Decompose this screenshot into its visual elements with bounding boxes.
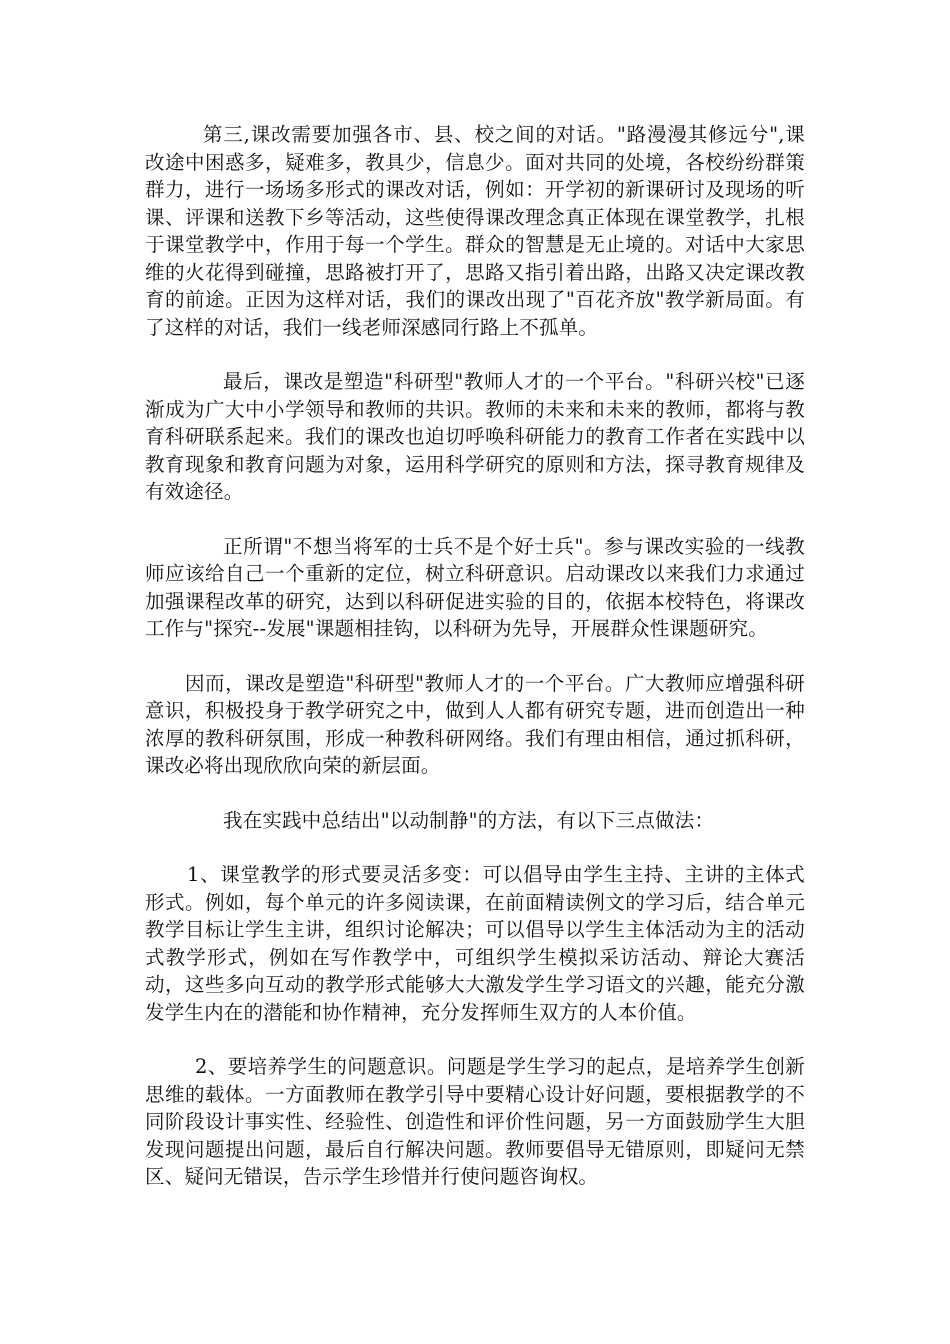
paragraph-soldier-quote: 正所谓"不想当将军的士兵不是个好士兵"。参与课改实验的一线教师应该给自己一个重新的定位，树立科研意识。启动课改以来我们力求通过加强课程改革的研究，达到以科研促进实验的目的，依据本校特色，将课改工作与"探究--发展"课题相挂钩，以科研为先导，开展群众性课题研究。 bbox=[145, 534, 805, 640]
document-body bbox=[145, 121, 805, 1218]
paragraph-point-1: 1、课堂教学的形式要灵活多变：可以倡导由学生主持、主讲的主体式形式。例如，每个单元的许多阅读课，在前面精读例文的学习后，结合单元教学目标让学生主讲，组织讨论解决；可以倡导以学生主体活动为主的活动式教学形式，例如在写作教学中，可组织学生模拟采访活动、辩论大赛活动，这些多向互动的教学形式能够大大激发学生学习语文的兴趣，能充分激发学生内在的潜能和协作精神，充分发挥师生双方的人本价值。 bbox=[145, 863, 805, 1024]
paragraph-method-intro: 我在实践中总结出"以动制静"的方法，有以下三点做法： bbox=[223, 808, 715, 832]
paragraph-point-2: 2、要培养学生的问题意识。问题是学生学习的起点，是培养学生创新思维的载体。一方面教师在教学引导中要精心设计好问题，要根据教学的不同阶段设计事实性、经验性、创造性和评价性问题，另一方面鼓励学生大胆发现问题提出问题，最后自行解决问题。教师要倡导无错原则，即疑问无禁区、疑问无错误，告示学生珍惜并行使问题咨询权。 bbox=[145, 1055, 805, 1188]
paragraph-dialogue: 第三,课改需要加强各市、县、校之间的对话。"路漫漫其修远兮",课改途中困惑多，疑难多，教具少，信息少。面对共同的处境，各校纷纷群策群力，进行一场场多形式的课改对话，例如：开学初的新课研讨及现场的听课、评课和送教下乡等活动，这些使得课改理念真正体现在课堂教学，扎根于课堂教学中，作用于每一个学生。群众的智慧是无止境的。对话中大家思维的火花得到碰撞，思路被打开了，思路又指引着出路，出路又决定课改教育的前途。正因为这样对话，我们的课改出现了"百花齐放"教学新局面。有了这样的对话，我们一线老师深感同行路上不孤单。 bbox=[145, 123, 805, 339]
paragraph-research-platform: 最后，课改是塑造"科研型"教师人才的一个平台。"科研兴校"已逐渐成为广大中小学领导和教师的共识。教师的未来和未来的教师，都将与教育科研联系起来。我们的课改也迫切呼唤科研能力的教育工作者在实践中以教育现象和教育问题为对象，运用科学研究的原则和方法，探寻教育规律及有效途径。 bbox=[145, 370, 805, 503]
paragraph-conclusion: 因而，课改是塑造"科研型"教师人才的一个平台。广大教师应增强科研意识，积极投身于教学研究之中，做到人人都有研究专题，进而创造出一种浓厚的教科研氛围，形成一种教科研网络。我们有理由相信，通过抓科研，课改必将出现欣欣向荣的新层面。 bbox=[145, 671, 805, 777]
